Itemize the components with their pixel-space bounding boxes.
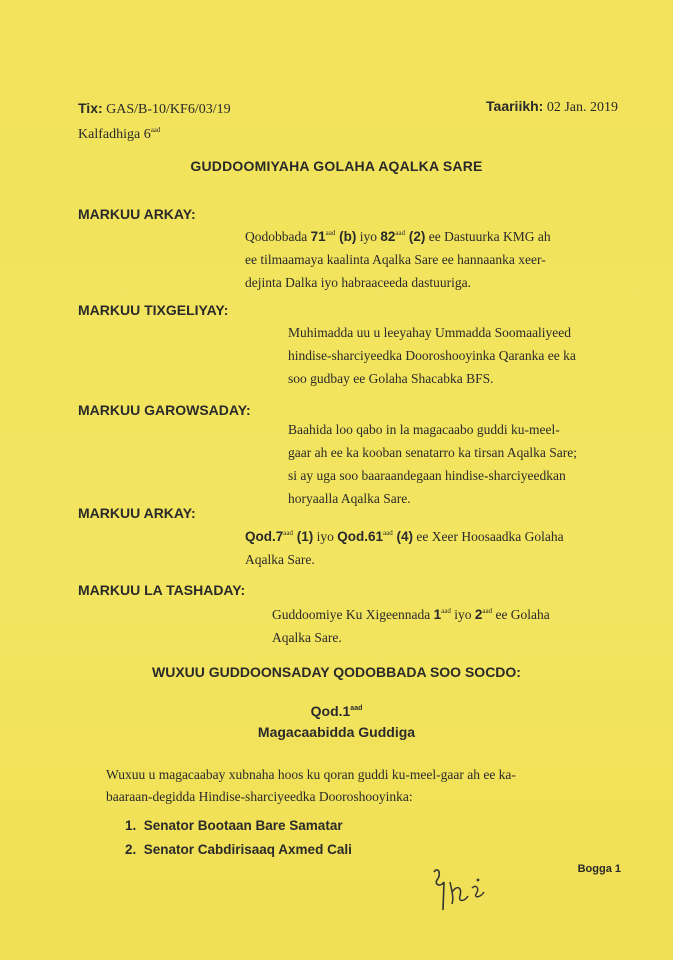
article-body-line-1: Wuxuu u magacaabay xubnaha hoos ku qoran guddi ku-meel-gaar ah ee ka- bbox=[106, 767, 516, 782]
section-body-2 bbox=[288, 321, 621, 390]
section-body-4 bbox=[245, 522, 621, 571]
document-title: GUDDOOMIYAHA GOLAHA AQALKA SARE bbox=[190, 158, 483, 174]
article-body-line-2: baaraan-degidda Hindise-sharciyeedka Dooroshooyinka: bbox=[106, 789, 413, 804]
reference-block bbox=[78, 98, 231, 145]
article-body bbox=[106, 764, 621, 808]
section-3-line-2: gaar ah ee ka kooban senatarro ka tirsan Aqalka Sare; bbox=[288, 445, 577, 460]
section-heading-1: MARKUU ARKAY: bbox=[78, 206, 196, 222]
list-item: 1. Senator Bootaan Bare Samatar bbox=[125, 818, 343, 833]
page-number: Bogga 1 bbox=[577, 863, 621, 875]
list-item: 2. Senator Cabdirisaaq Axmed Cali bbox=[125, 842, 352, 857]
section-heading-3: MARKUU GAROWSADAY: bbox=[78, 402, 251, 418]
section-heading-4: MARKUU ARKAY: bbox=[78, 505, 196, 521]
section-5-line-2: Aqalka Sare. bbox=[272, 630, 342, 645]
decision-heading: WUXUU GUDDOONSADAY QODOBBADA SOO SOCDO: bbox=[152, 664, 521, 680]
section-1-line-3: dejinta Dalka iyo habraaceeda dastuuriga. bbox=[245, 275, 472, 290]
signature bbox=[428, 862, 498, 914]
section-body-1 bbox=[245, 222, 620, 294]
section-1-line-2: ee tilmaamaya kaalinta Aqalka Sare ee hannaanka xeer- bbox=[245, 252, 546, 267]
ref-label: Tix: bbox=[78, 100, 103, 116]
section-body-5 bbox=[272, 600, 621, 649]
section-5-line-1: Guddoomiye Ku Xigeennada $1^{aad}$ iyo $2^{aad}$ ee Golaha bbox=[272, 607, 550, 622]
session-sup: aad bbox=[150, 126, 161, 134]
section-3-line-3: si ay uga soo baaraandegaan hindise-sharciyeedkan bbox=[288, 468, 566, 483]
article-title: Magacaabidda Guddiga bbox=[257, 724, 416, 740]
section-heading-5: MARKUU LA TASHADAY: bbox=[78, 582, 246, 598]
date-value: 02 Jan. 2019 bbox=[546, 100, 618, 115]
section-heading-2: MARKUU TIXGELIYAY: bbox=[78, 302, 229, 318]
section-3-line-1: Baahida loo qabo in la magacaabo guddi ku-meel- bbox=[288, 422, 560, 437]
ref-number: GAS/B-10/KF6/03/19 bbox=[106, 102, 231, 117]
section-2-line-1: Muhimadda uu u leeyahay Ummadda Soomaaliyeed bbox=[288, 325, 572, 340]
section-4-line-1: Qod.7$^{aad}$ (1) iyo Qod.61$^{aad}$ (4) ee Xeer Hoosaadka Golaha bbox=[245, 529, 564, 544]
article-number: Qod.1$^{aad}$ bbox=[310, 703, 363, 719]
section-body-3 bbox=[288, 418, 621, 510]
date-block bbox=[486, 98, 618, 116]
member-list bbox=[125, 818, 352, 866]
date-label: Taariikh: bbox=[486, 98, 544, 114]
section-3-line-4: horyaalla Aqalka Sare. bbox=[288, 491, 411, 506]
section-2-line-2: hindise-sharciyeedka Dooroshooyinka Qaranka ee ka bbox=[288, 348, 576, 363]
section-4-line-2: Aqalka Sare. bbox=[245, 552, 315, 567]
section-1-line-1: Qodobbada $71^{aad}$ (b) iyo $82^{aad}$ (2) ee Dastuurka KMG ah bbox=[245, 229, 551, 244]
section-2-line-3: soo gudbay ee Golaha Shacabka BFS. bbox=[288, 371, 494, 386]
session-label: Kalfadhiga 6 bbox=[78, 127, 151, 142]
